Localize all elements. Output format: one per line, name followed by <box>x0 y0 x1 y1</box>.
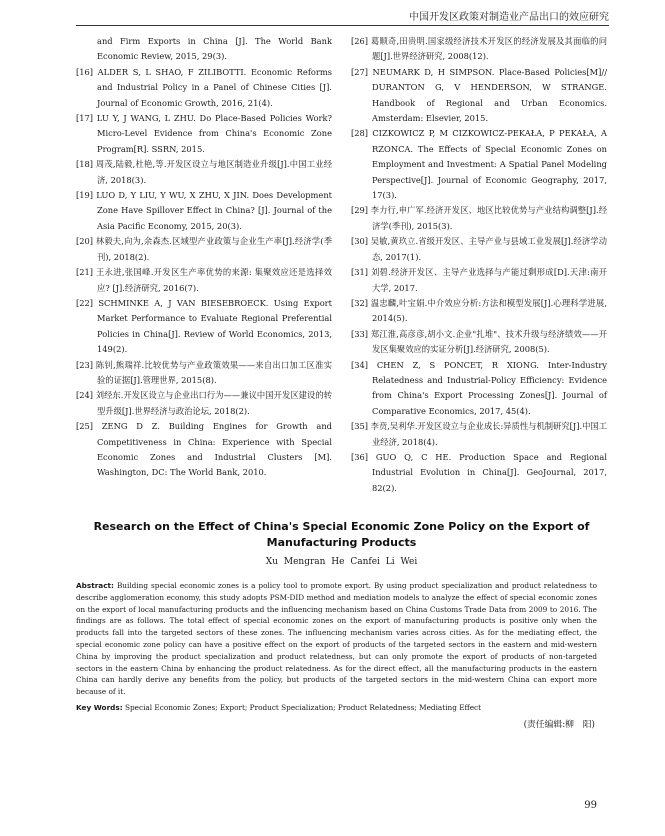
keywords <box>76 702 607 714</box>
reference-entry: [18] 周茂,陆毅,杜艳,等.开发区设立与地区制造业升级[J].中国工业经济, 2018(3). <box>76 159 332 185</box>
keywords-label: Key Words: <box>76 703 123 712</box>
reference-entry: [25] ZENG D Z. Building Engines for Growth and Competitiveness in China: Experience with Special Economic Zones and Industrial Clusters [M]. Washington, DC: The World Bank, 2010. <box>76 421 332 478</box>
reference-entry: [28] CIZKOWICZ P, M CIZKOWICZ-PEKAŁA, P PEKAŁA, A RZONCA. The Effects of Special Economic Zones on Employment and Investment: A Spatial Panel Modeling Perspective[J]. Journal of Economic Geography, 2017, 17(3). <box>351 128 607 201</box>
reference-entry: [19] LUO D, Y LIU, Y WU, X ZHU, X JIN. Does Development Zone Have Spillover Effect in China? [J]. Journal of the Asia Pacific Economy, 2015, 20(3). <box>76 190 332 231</box>
reference-entry: and Firm Exports in China [J]. The World Bank Economic Review, 2015, 29(3). <box>97 36 332 62</box>
reference-entry: [31] 刘碧.经济开发区、主导产业选择与产能过剩形成[D].天津:南开大学, 2017. <box>351 267 607 293</box>
reference-entry: [22] SCHMINKE A, J VAN BIESEBROECK. Using Export Market Performance to Evaluate Regional Preferential Policies in China[J]. Review of World Economics, 2013, 149(2). <box>76 297 332 355</box>
abstract-label: Abstract: <box>76 581 114 590</box>
reference-entry: [27] NEUMARK D, H SIMPSON. Place-Based Policies[M]// DURANTON G, V HENDERSON, W STRANGE. Handbook of Regional and Urban Economics. Amsterdam: Elsevier, 2015. <box>351 66 607 124</box>
reference-entry: [32] 温忠麟,叶宝娟.中介效应分析:方法和模型发展[J].心理科学进展, 2014(5). <box>351 297 607 324</box>
abstract <box>76 580 597 698</box>
references-section <box>76 34 607 496</box>
references-left-column <box>76 34 332 496</box>
reference-entry: [33] 郑江淮,高彦彦,胡小文.企业"扎堆"、技术升级与经济绩效——开发区集聚效应的实证分析[J].经济研究, 2008(5). <box>351 328 607 355</box>
reference-entry: [29] 李力行,申广军.经济开发区、地区比较优势与产业结构调整[J].经济学(季刊), 2015(3). <box>351 205 607 231</box>
reference-entry: [34] CHEN Z, S PONCET, R XIONG. Inter-Industry Relatedness and Industrial-Policy Efficiency: Evidence from China's Export Processing Zones[J]. Journal of Comparative Economics, 2017, 45(4). <box>351 359 607 416</box>
page-number: 99 <box>584 800 597 811</box>
reference-entry: [23] 陈钊,熊瑞祥.比较优势与产业政策效果——来自出口加工区准实验的证据[J].管理世界, 2015(8). <box>76 359 332 385</box>
reference-entry: [30] 吴敏,黄玖立.省级开发区、主导产业与县域工业发展[J].经济学动态, 2017(1). <box>351 236 607 262</box>
reference-entry: [36] GUO Q, C HE. Production Space and Regional Industrial Evolution in China[J]. GeoJournal, 2017, 82(2). <box>351 451 607 493</box>
running-header: 中国开发区政策对制造业产品出口的效应研究 <box>409 12 609 23</box>
keywords-text: Special Economic Zones; Export; Product Specialization; Product Relatedness; Mediating Effect <box>122 703 482 712</box>
reference-entry: [21] 王永进,张国峰.开发区生产率优势的来源: 集聚效应还是选择效应? [J].经济研究, 2016(7). <box>76 267 332 293</box>
paper-authors: Xu Mengran He Canfei Li Wei <box>265 557 418 567</box>
reference-entry: [20] 林毅夫,向为,余森杰.区域型产业政策与企业生产率[J].经济学(季刊), 2018(2). <box>76 236 332 262</box>
reference-entry: [24] 刘经东.开发区设立与企业出口行为——兼议中国开发区建设的转型升级[J].世界经济与政治论坛, 2018(2). <box>76 390 332 416</box>
header-divider <box>76 25 609 26</box>
reference-entry: [17] LU Y, J WANG, L ZHU. Do Place-Based Policies Work? Micro-Level Evidence from China's Economic Zone Program[R]. SSRN, 2015. <box>76 113 332 154</box>
reference-entry: [26] 葛顺奇,田贵明.国家级经济技术开发区的经济发展及其面临的问题[J].世界经济研究, 2008(12). <box>351 36 607 62</box>
reference-entry: [35] 李贲,吴利华.开发区设立与企业成长:异质性与机制研究[J].中国工业经济, 2018(4). <box>351 421 607 447</box>
abstract-text: Building special economic zones is a policy tool to promote export. By using product specialization and product relatedness to describe agglomeration economy, this study adopts PSM-DID method and mediation models to analyze the effect of special economic zones on the export of local manufacturing products and the influencing mechanism based on China Customs Trade Data from 2009 to 2016. The findings are as follows. The total effect of special economic zones on the export of manufacturing products is positive only when the products fall into the targeted sectors of these zones. The influencing mechanism varies across cities. As for the mediating effect, the special economic zone policy can have a positive effect on the export of products of the targeted sectors in the eastern and mid-western China by improving the product specialization and product relatedness, but can only promote the export of products of non-targeted sectors in the eastern China by enhancing the product relatedness. As for the direct effect, all the manufacturing products in the eastern China can hardly derive any benefits from the policy, but products of the targeted sectors in the mid-western China can export more because of it. <box>76 581 597 697</box>
responsible-editor: (责任编辑:柳 阳) <box>523 720 595 730</box>
english-paper-title: Research on the Effect of China's Special Economic Zone Policy on the Export of Manufacturing Products <box>93 520 590 549</box>
reference-entry: [16] ALDER S, L SHAO, F ZILIBOTTI. Economic Reforms and Industrial Policy in a Panel of Chinese Cities [J]. Journal of Economic Growth, 2016, 21(4). <box>76 66 332 108</box>
references-right-column <box>351 34 607 496</box>
